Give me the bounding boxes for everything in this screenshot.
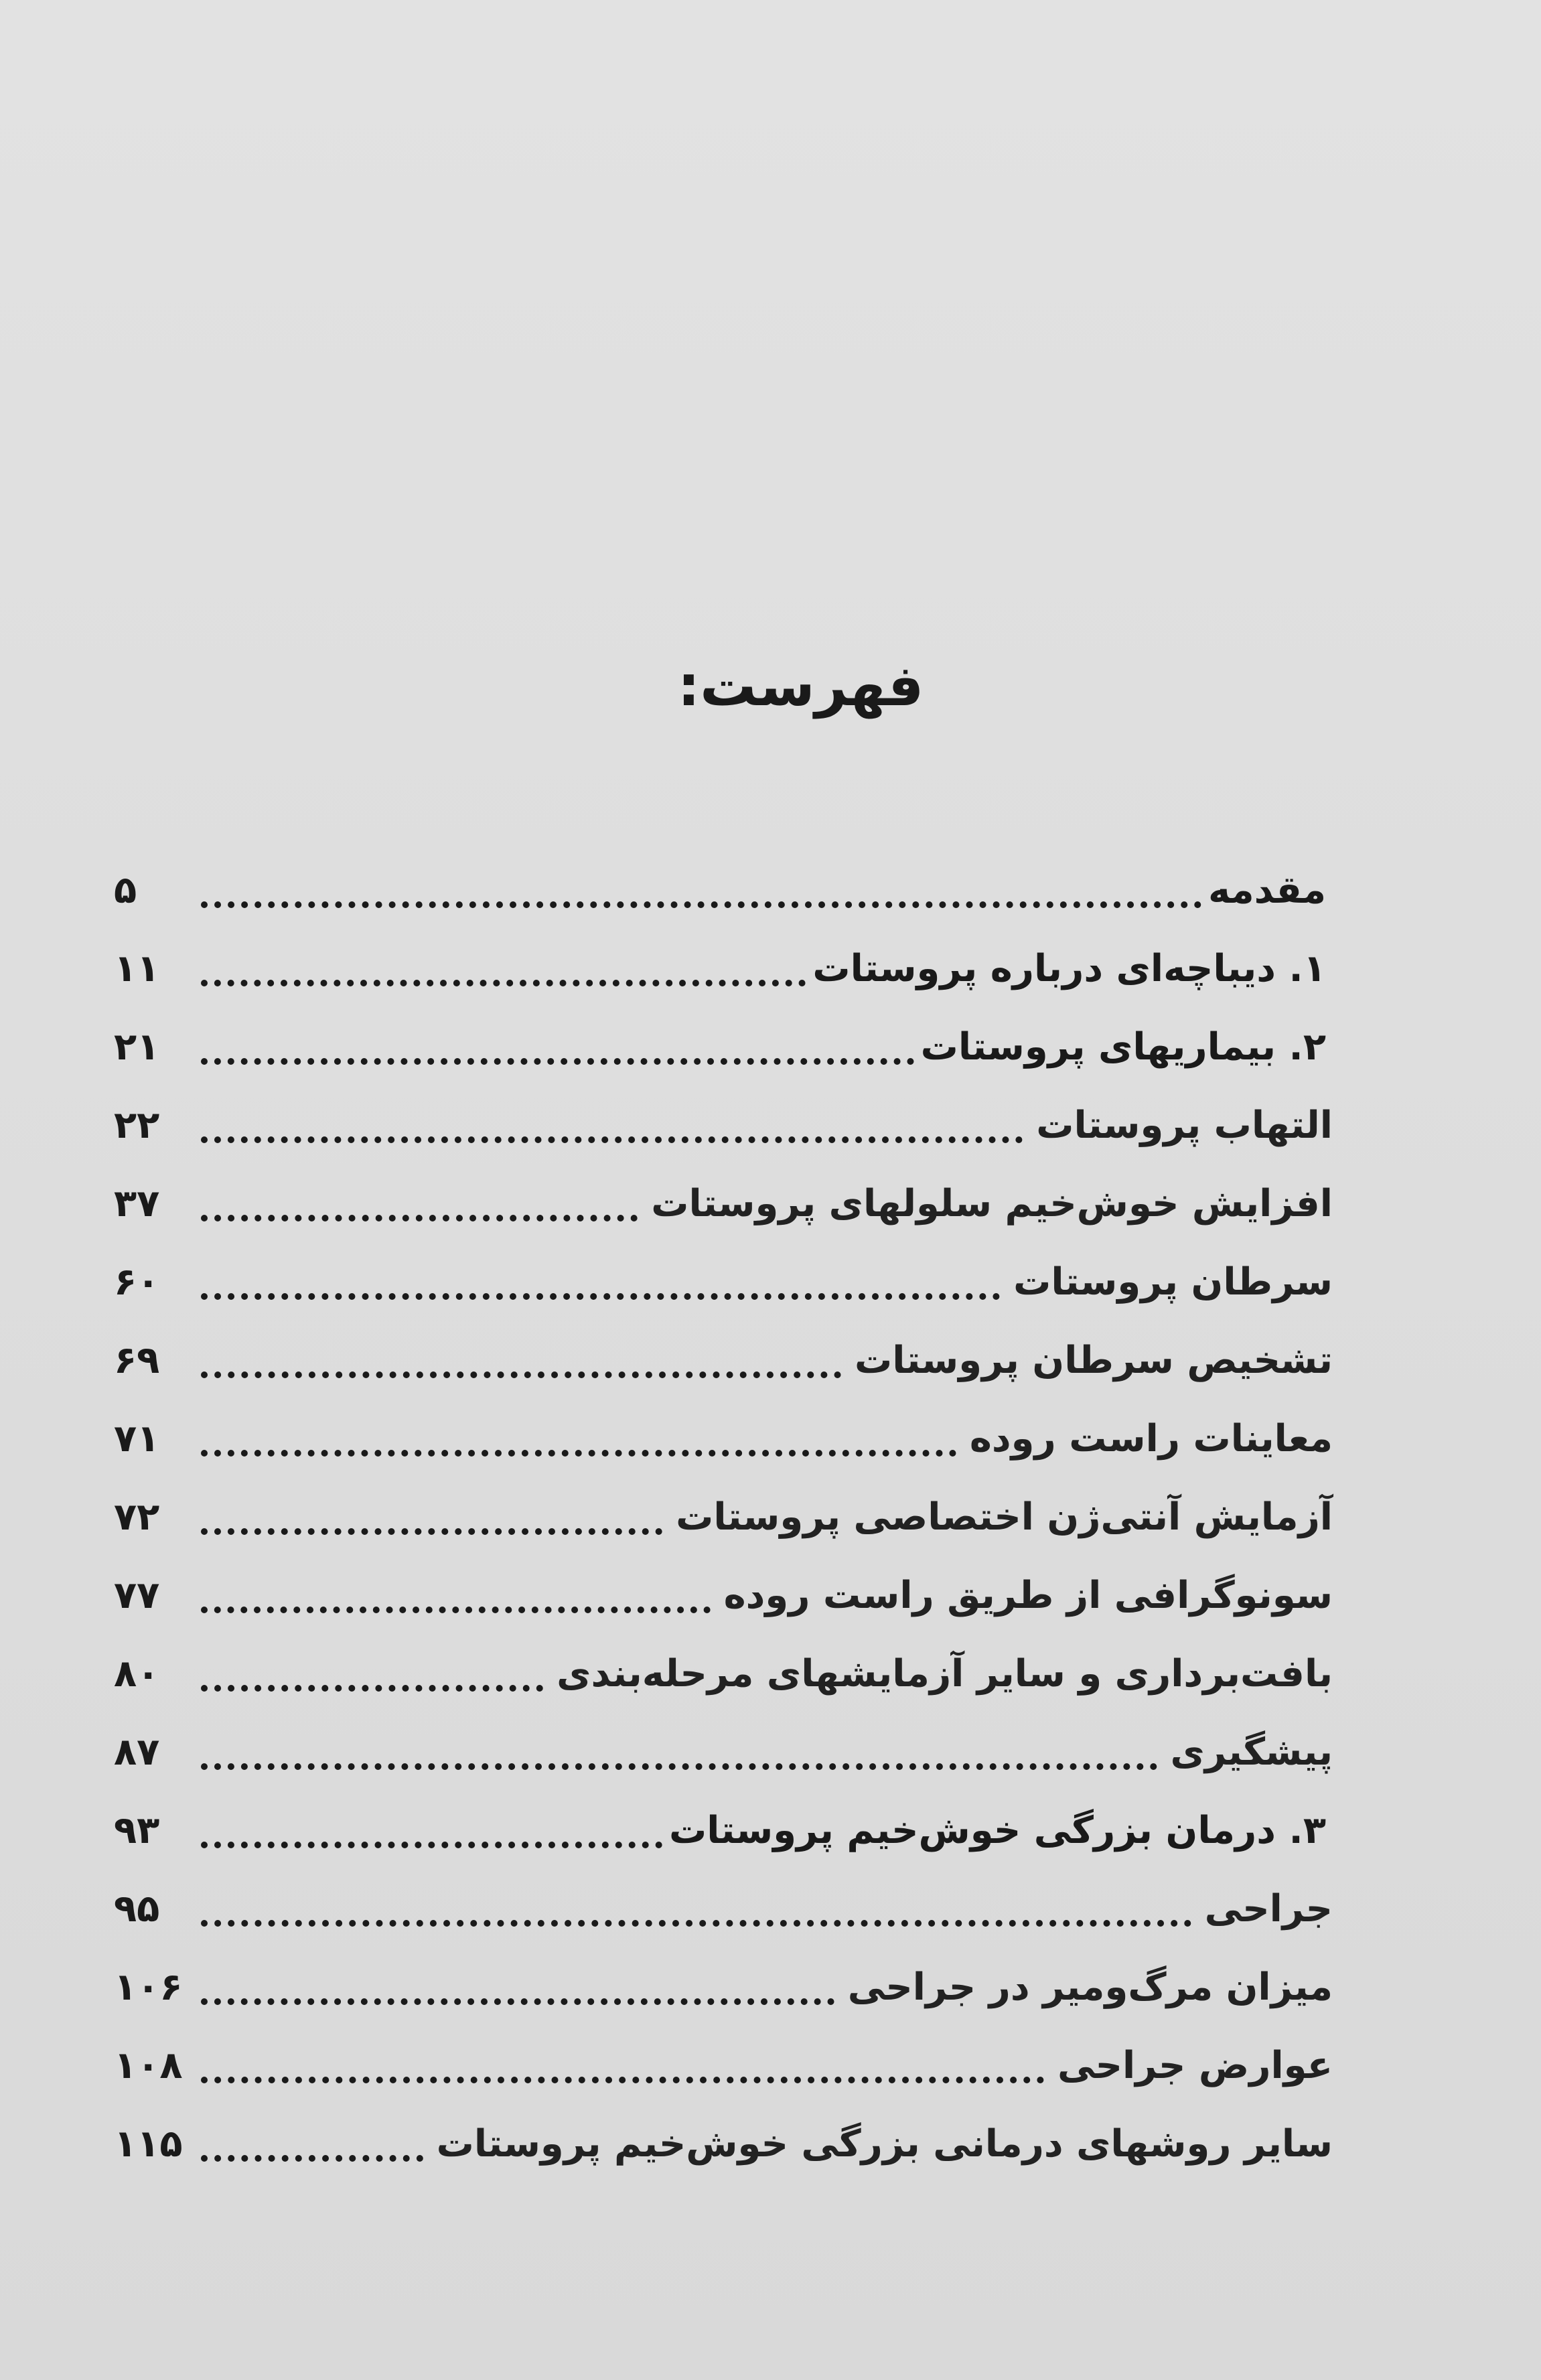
toc-entry-page-number: ۲۱ — [114, 1025, 160, 1069]
toc-entry-title: مقدمه — [1208, 869, 1326, 912]
dot-leader — [201, 901, 1201, 908]
toc-entry-title: ۳. درمان بزرگی خوش‌خیم پروستات — [668, 1809, 1326, 1852]
toc-entry-page-number: ۷۱ — [114, 1417, 160, 1461]
toc-entry-page-number: ۱۰۸ — [114, 2044, 183, 2087]
toc-entry — [114, 997, 1326, 1075]
dot-leader — [201, 1450, 956, 1457]
toc-entry-title: بافت‌برداری و سایر آزمایشهای مرحله‌بندی — [557, 1652, 1333, 1696]
dot-leader — [201, 1763, 1157, 1770]
toc-entry-title: التهاب پروستات — [1036, 1104, 1333, 1147]
page-title: فهرست: — [677, 653, 924, 719]
toc-entry — [114, 1311, 1333, 1389]
toc-entry-page-number: ۶۹ — [114, 1339, 160, 1382]
toc-entry-page-number: ۱۱۵ — [114, 2122, 183, 2166]
toc-entry-title: پیشگیری — [1170, 1730, 1333, 1774]
dot-leader — [201, 2077, 1044, 2083]
toc-entry — [114, 1154, 1333, 1232]
dot-leader — [201, 1215, 638, 1221]
toc-entry-page-number: ۹۳ — [114, 1809, 160, 1852]
toc-entry-title: عوارض جراحی — [1057, 2044, 1333, 2087]
toc-entry-title: میزان مرگ‌ومیر در جراحی — [847, 1965, 1333, 2009]
toc-entry-page-number: ۱۱ — [114, 947, 160, 990]
toc-entry — [114, 1624, 1333, 1702]
toc-entry-title: سایر روشهای درمانی بزرگی خوش‌خیم پروستات — [436, 2122, 1333, 2166]
dot-leader — [201, 1293, 1000, 1300]
toc-entry — [114, 1467, 1333, 1546]
toc-entry-page-number: ۸۷ — [114, 1730, 160, 1774]
toc-entry-page-number: ۷۷ — [114, 1574, 160, 1617]
dot-leader — [201, 1842, 662, 1848]
dot-leader — [201, 1998, 834, 2005]
toc-entry-page-number: ۶۰ — [114, 1260, 160, 1304]
toc-entry-page-number: ۵ — [114, 869, 137, 912]
dot-leader — [201, 980, 806, 986]
dot-leader — [201, 1528, 662, 1535]
toc-entry-title: سونوگرافی از طریق راست روده — [723, 1574, 1333, 1617]
toc-entry — [114, 840, 1326, 919]
toc-entry-page-number: ۹۵ — [114, 1887, 160, 1931]
toc-entry-title: آزمایش آنتی‌ژن اختصاصی پروستات — [676, 1495, 1333, 1539]
toc-entry — [114, 1546, 1333, 1624]
toc-entry-title: سرطان پروستات — [1013, 1260, 1333, 1304]
toc-entry-title: معاینات راست روده — [969, 1417, 1333, 1461]
toc-entry-title: افزایش خوش‌خیم سلولهای پروستات — [651, 1182, 1333, 1225]
dot-leader — [201, 1920, 1191, 1927]
toc-entry-page-number: ۱۰۶ — [114, 1965, 183, 2009]
dot-leader — [201, 1607, 711, 1613]
dot-leader — [201, 1685, 543, 1692]
toc-entry-title: جراحی — [1204, 1887, 1333, 1931]
toc-entry-title: ۱. دیباچه‌ای درباره پروستات — [812, 947, 1326, 990]
toc-entry — [114, 919, 1326, 997]
toc-entry — [114, 1781, 1326, 1859]
dot-leader — [201, 1371, 841, 1378]
toc-entry — [114, 1075, 1333, 1154]
dot-leader — [201, 1058, 914, 1065]
toc-entry-title: تشخیص سرطان پروستات — [855, 1339, 1333, 1382]
toc-entry — [114, 1232, 1333, 1311]
toc-entry — [114, 1702, 1333, 1781]
toc-entry — [114, 2016, 1333, 2094]
toc-entry-page-number: ۳۷ — [114, 1182, 160, 1225]
toc-entry-page-number: ۸۰ — [114, 1652, 160, 1696]
table-of-contents — [114, 840, 1333, 2172]
dot-leader — [201, 1136, 1023, 1143]
toc-entry — [114, 1859, 1333, 1937]
toc-entry-page-number: ۷۲ — [114, 1495, 160, 1539]
toc-entry — [114, 2094, 1333, 2172]
dot-leader — [201, 2155, 423, 2162]
toc-entry — [114, 1937, 1333, 2016]
toc-entry — [114, 1389, 1333, 1467]
toc-entry-page-number: ۲۲ — [114, 1104, 160, 1147]
toc-entry-title: ۲. بیماریهای پروستات — [920, 1025, 1326, 1069]
